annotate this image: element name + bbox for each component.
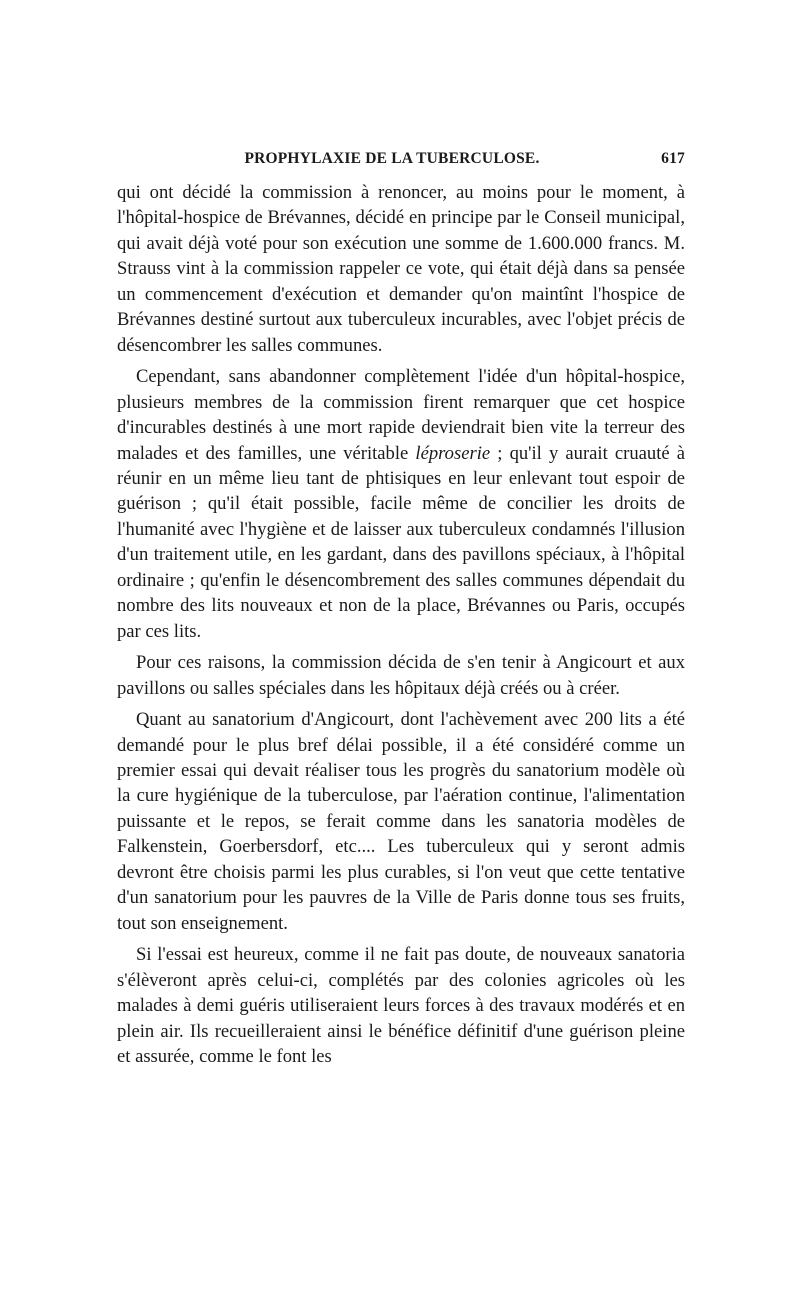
paragraph-1: qui ont décidé la commission à renoncer, au moins pour le moment, à l'hôpital-hospice de Brévannes, décidé en principe par le Conseil municipal, qui avait déjà voté pour son exécution une somme de 1.600.000 francs. M. Strauss vint à la commission rappeler ce vote, qui était déjà dans sa pensée un commencement d'exécution et demander qu'on maintînt l'hospice de Brévannes destiné surtout aux tuberculeux incurables, avec l'objet précis de désencombrer les salles communes. xyxy=(117,182,685,356)
paragraph-2-text-after: ; qu'il y aurait cruauté à réunir en un même lieu tant de phtisiques en leur enlevant tout espoir de guérison ; qu'il était possible, facile même de concilier les droits de l'humanité avec l'hygiène et de laisser aux tuberculeux condamnés l'illusion d'un traitement utile, en les gardant, dans des pavillons spéciaux, à l'hôpital ordinaire ; qu'enfin le désencombrement des salles communes dépendait du nombre des lits nouveaux et non de la place, Brévannes ou Paris, occupés par ces lits. xyxy=(117,442,686,642)
paragraph-2-text-before: Cependant, sans abandonner complètement l'idée d'un hôpital-hospice, plusieurs membres de la commission firent remarquer que cet hospice d'incurables destinés à une mort rapide deviendrait bien vite la terreur des malades et des familles, une véritable xyxy=(117,366,685,464)
paragraph-4: Quant au sanatorium d'Angicourt, dont l'achèvement avec 200 lits a été demandé pour le plus bref délai possible, il a été considéré comme un premier essai qui devait réaliser tous les progrès du sanatorium modèle où la cure hygiénique de la tuberculose, par l'aération continue, l'alimentation puissante et le repos, se ferait comme dans les sanatoria modèles de Falkenstein, Goerbersdorf, etc.... Les tuberculeux qui y seront admis devront être choisis parmi les plus curables, si l'on veut que cette tentative d'un sanatorium pour les pauvres de la Ville de Paris donne tous ses fruits, tout son enseignement. xyxy=(117,709,685,934)
page-number: 617 xyxy=(661,150,685,167)
paragraph-3: Pour ces raisons, la commission décida de s'en tenir à Angicourt et aux pavillons ou salles spéciales dans les hôpitaux déjà créés ou à créer. xyxy=(117,652,685,699)
book-page xyxy=(117,150,685,1069)
running-header xyxy=(117,150,685,180)
running-title: PROPHYLAXIE DE LA TUBERCULOSE. xyxy=(244,150,540,167)
paragraph-2-emphasis: léproserie xyxy=(415,442,491,464)
paragraph-5: Si l'essai est heureux, comme il ne fait pas doute, de nouveaux sanatoria s'élèveront après celui-ci, complétés par des colonies agricoles où les malades à demi guéris utiliseraient leurs forces à des travaux modérés et en plein air. Ils recueilleraient ainsi le bénéfice définitif d'une guérison pleine et assurée, comme le font les xyxy=(117,944,685,1067)
paragraph-2 xyxy=(117,364,685,644)
